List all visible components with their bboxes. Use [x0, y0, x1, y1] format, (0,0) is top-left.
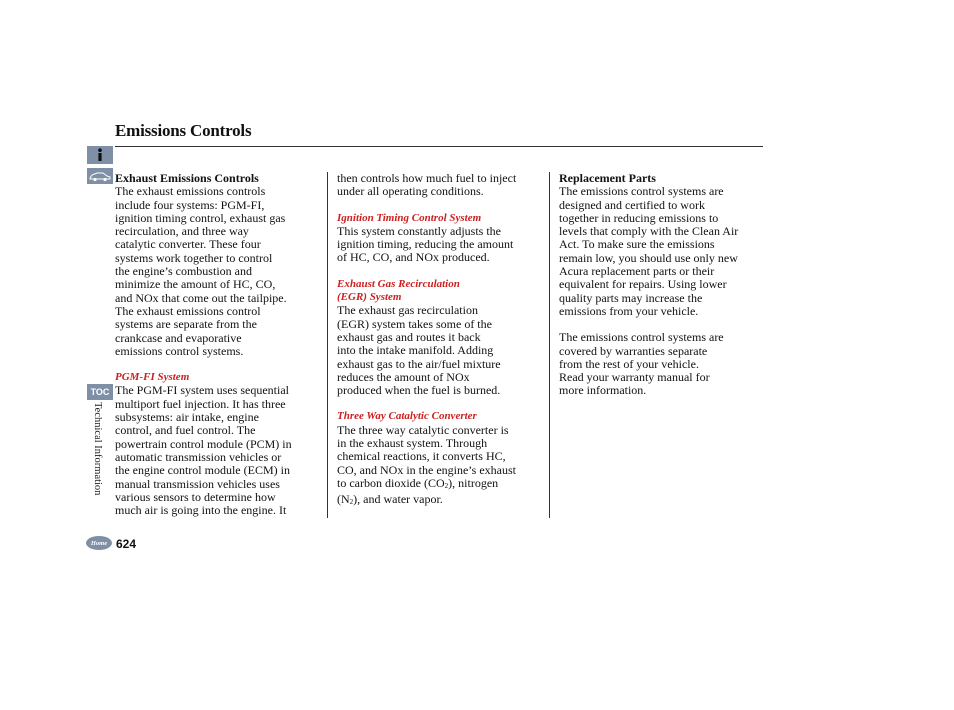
exhaust-heading: Exhaust Emissions Controls: [115, 171, 259, 185]
exhaust-intro: The exhaust emissions controls include four systems: PGM-FI, ignition timing control, exhaust gas recirculation, and three way catalytic converter. These four systems work together to control the engine’s combustion and minimize the amount of HC, CO, and NOx that come out the tailpipe. The exhaust emissions control systems are separate from the crankcase and evaporative emissions control systems.: [115, 184, 287, 358]
column-3: [559, 172, 764, 398]
replacement-text-1: The emissions control systems are designed and certified to work together in reducing emissions to levels that comply with the Clean Air Act. To make sure the emissions remain low, you should use only new Acura replacement parts or their equivalent for repairs. Using lower quality parts may increase the emissions from your vehicle.: [559, 184, 739, 318]
catalytic-heading: Three Way Catalytic Converter: [337, 410, 477, 423]
pgm-fi-text: The PGM-FI system uses sequential multiport fuel injection. It has three subsystems: air intake, engine control, and fuel control. The powertrain control module (PCM) in automatic transmission vehicles or the engine control module (ECM) in manual transmission vehicles uses various sensors to determine how much air is going into the engine. It: [115, 383, 292, 518]
car-icon[interactable]: [87, 168, 113, 184]
n2-subscript: 2: [349, 498, 354, 507]
replacement-text-2: The emissions control systems are covered by warranties separate from the rest of your vehicle. Read your warranty manual for more information.: [559, 330, 724, 398]
side-label-text: Technical Information: [92, 402, 103, 496]
ignition-text: This system constantly adjusts the ignition timing, reducing the amount of HC, CO, and NOx produced.: [337, 223, 514, 265]
column-1: [115, 172, 321, 517]
pgm-continued-text: then controls how much fuel to inject under all operating conditions.: [337, 171, 517, 199]
toc-icon[interactable]: TOC: [87, 384, 113, 400]
page-number: 624: [116, 537, 137, 551]
info-icon[interactable]: [87, 146, 113, 164]
section-side-label: [89, 402, 105, 514]
page-title: Emissions Controls: [115, 121, 252, 140]
title-rule: [115, 146, 763, 147]
column-2: [337, 172, 544, 510]
co2-subscript: 2: [444, 481, 449, 490]
ignition-heading: Ignition Timing Control System: [337, 211, 482, 224]
egr-heading: Exhaust Gas Recirculation (EGR) System: [337, 277, 460, 304]
home-icon[interactable]: Home: [86, 536, 112, 550]
catalytic-text-3: ), and water vapor.: [353, 492, 443, 507]
pgm-fi-heading: PGM-FI System: [115, 371, 190, 384]
catalytic-text: [337, 424, 544, 510]
catalytic-text-1: The three way catalytic converter is in the exhaust system. Through chemical reactions, it converts HC, CO, and NOx in the engine’s exhaust to carbon dioxide (CO: [337, 422, 516, 490]
column-divider: [549, 172, 550, 518]
replacement-heading: Replacement Parts: [559, 171, 656, 185]
catalytic-text-2: ), nitrogen (N: [337, 475, 499, 507]
column-divider: [327, 172, 328, 518]
egr-text: The exhaust gas recirculation (EGR) system takes some of the exhaust gas and routes it back into the intake manifold. Adding exhaust gas to the air/fuel mixture reduces the amount of NOx produced when the fuel is burned.: [337, 303, 501, 398]
info-glyph: [95, 148, 105, 162]
car-glyph: [88, 170, 112, 182]
